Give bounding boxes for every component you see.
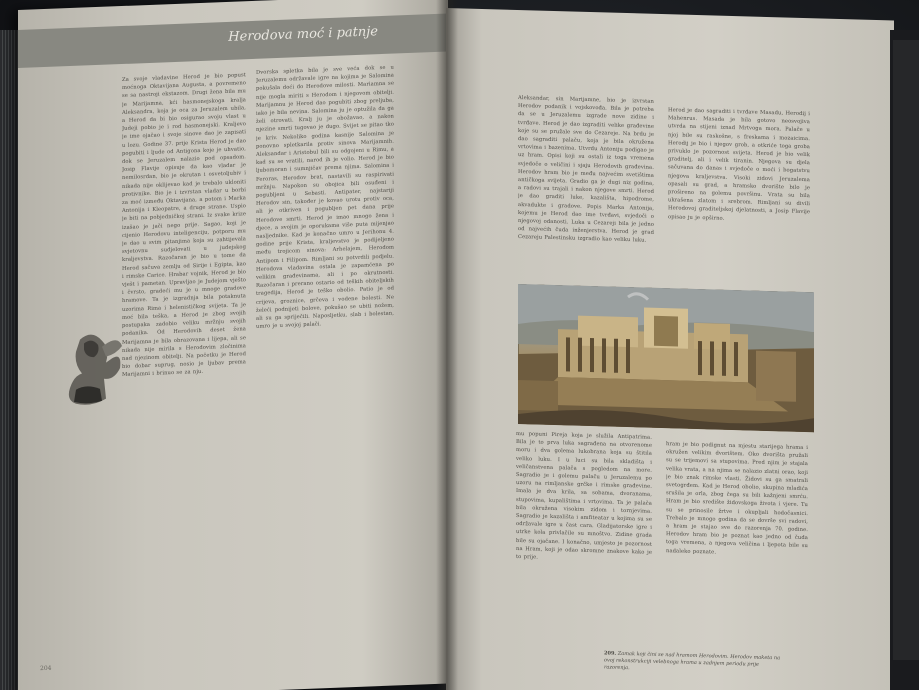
figure-caption: [604, 650, 784, 676]
page-header-title: Herodova moć i patnje: [228, 24, 378, 45]
angel-illustration: [62, 328, 124, 410]
right-column-3: mu popuni Pireja koja je služila Antipatrima. Bila je to prva luka sagrađena na otvorenome moru i dva golema lukobrana koja su štitila veliko luku. I u luci su bila skladišta i veličanstvena palača s pogledom na more. Sagradio je i golemu palaču u Jeruzalemu po uzoru na rimljanske grčke i rimske građevine. Imala je dva krila, sa sobama, dvoranama, stupovima, kupalištima i vrtovima. Ta je palača bila okružena visokim zidom i tornjevima. Sagradio je kazališta i amfiteatar u kojima su se održavale igre u čast cara. Gladijatorske igre i utrke kola privlačile su mnoštvo. Zidine grada bile su ojačane. I konačno, umjesto je pozornost na Hram, koji je odao skromne znakove kako je to prije.: [516, 430, 652, 561]
caption-text: Zamak koji čini se nad hramom Herodovim. Herodov maketa na ovoj rekonstrukciji velebnoga hrama u zadnjem periodu prije razorenja.: [604, 650, 781, 672]
left-column-1: Za svoje vladavine Herod je bio popust moćnoga Oktavijana Augusta, a povremeno se sa nastroji ekstazom. Drugi žena bila mu je Marijamna, kći hasmonejskoga kralja Aleksandra, koja je oca za Jeruzalem ubila, a Herod da bi bio osigurao svoju vlast u Judeji pobio je i rod hasmonejski. Kraljevo je ime ojačao i svoje sinove dao je zapisati u lozu. Godine 37. prije Krista Herod je dao pogubiti i ljude od Antigona koje je uhvatio, dok se Jeruzalem nalazio pod opsadom. Josip Flavije opisuje da kao vladar je nemilosrdan, bio je okrutan i osvetoljubiv i nikada nije oklijevao kad je trebalo ukloniti protivnike. Bio je i izvrstan vladar u borbi za moć između Oktavijana, a potom i Marka Antonija i Kleopatre, a druge strane. Uspio je biti na pobjedničkoj strani. Iz svake krize izašao je jači nego prije. Sagao, koji je cijenio Herodovu inteligenciju, potporu mu je dao u svim pitanjima koja su zahtijevala svjetovnu sudjelovati u judejskog kraljevstva. Razočaran je bio u tome da Herod sačuva zemlju od Sirije i Egipta, kao i rimske Carice. Hrabar vojnik, Herod je bio vješt i pametan. Upravljao je Judejom vješto i čvrsto, gradeći mu je u mnoge gradove hramove. Ta je izgradnja bila potaknuta uzorima Rima i helenističkog svijeta. Ta je moć bila teška, a Herod je zbog svojih postupaka zadobio veliku mržnju svojih podanika. Od Herodovih deset žena Marijamna je bila obrazovana i lijepa, ali se nikada nije mirila s Herodovim zločinima nad njezinom obitelji. Na početku je Herod bio dobar suprug, nosio je ljubav prema Marijamni i brinuo se za nju.: [122, 72, 246, 379]
temple-painting-art: [518, 284, 814, 432]
book-gutter: [436, 0, 458, 690]
right-column-4: hram je bio podignut na mjestu starijega hrama i okružen velikim dvorištem. Oko dvorišta pružali su se trijemovi sa stupovima. Pred njim je stajala velika vrata, a na njima se nalazio zlatni orao, koji je bio znak rimske vlasti. Židovi su ga smatrali svetogrđem. Kad je Herod obolio, skupina mladića srušila je orla, zbog čega su bili kažnjeni smrću. Hram je bio središte židovskoga života i vjere. Tu su se prinosile žrtve i okupljali hodočasnici. Trebalo je mnogo godina da se dovrše svi radovi, a hram je stajao sve do razorenja 70. godine. Herodov hram bio je poznat kao jedno od čuda toga vremena, a njegova veličina i ljepota bile su nadaleko poznate.: [666, 441, 808, 556]
right-column-1: Aleksandar, sin Marijamne, bio je izvrstan Herodov podanik i vojskovođa. Bila je potreba da se u Jeruzalemu izgrade nove zidine i tvrđave. Herod je dao izgraditi velike građevine koje su se pružale sve do Cezareje. Na brdu je dao sagraditi palaču, koja je bila okružena vrtovima i bazenima. Utvrdu Antoniju podigao je uz hram. Opisi koji su ostali iz toga vremena svjedoče o veličini i sjaju Herodovih građevina. Herodov hram bio je među najvećim svetištima antičkoga svijeta. Gradio ga je dugi niz godina, a radovi su trajali i nakon njegove smrti. Herod je dao graditi luke, kazališta, hipodrome, akvadukte i gradove. Popis Marka Antonija, kojemu je Herod dao ime tvrđavi, svjedoči o njegovoj odanosti. Luka u Cezareji bila je jedno od najvećih čuda inženjerstva. Herod je grad Cezareju Palestinsku izgradio kao veliku luku.: [518, 95, 654, 245]
adjacent-page-edge: [893, 40, 919, 660]
page-number: 204: [40, 664, 52, 673]
caption-number: 209.: [604, 650, 617, 657]
left-page: [18, 0, 448, 690]
left-column-2: Dvorska spletka bila je sve veća dok se u Jeruzalemu održavale igre na kojima je Salomina pokušala doći do Herodove milosti. Mariamna se nije mogla miriti s Herodom i njegovom obitelji. Marijamnu je Herod dao pogubiti zbog preljuba, iako je bila nevina. Salomina ju je optužila da ga želi otrovati. Kralj ju je obožavao, a nakon njezine smrti tugovao je dugo. Svijet se pitao tko je kriv. Nekoliko godina kasnije Salomina je ponovno spletkarila protiv sinova Marijamnih. Aleksandar i Aristobul bili su odgojeni u Rimu, a kad su se vratili, narod ih je volio. Herod je bio ljubomoran i sumnjičav prema njima. Salomina i Feroras, Herodov brat, nastavili su raspirivati mržnju. Napokon su obojica bili osuđeni i pogubljeni u Sebasti. Antipater, najstariji Herodov sin, također je kovao urotu protiv oca, ali je otkriven i pogubljen pet dana prije Herodove smrti. Herod je imao mnogo žena i djece, a svojim je oporukama više puta mijenjao nasljednike. Kad je konačno umro u Jerihonu 4. godine prije Krista, kraljevstvo je podijeljeno među trojicom sinova: Arhelajem, Herodom Antipom i Filipom. Rimljani su potvrdili podjelu. Herodova vladavina ostala je zapamćena po velikim građevinama, ali i po okrutnosti. Razočaran i prerano ostario od teških obiteljskih tragedija, Herod je teško obolio. Patio je od crijeva, groznice, grčeva i vodene bolesti. Ne želeći podnijeti bolove, pokušao se ubiti nožem, ali su ga spriječili. Naposljetku, slab i bolestan, umro je u svojoj palači.: [256, 64, 394, 331]
right-page: [446, 8, 894, 690]
right-column-2: Herod je dao sagraditi i tvrđave Masadu, Herodij i Mahenrus. Masada je bila gotovo neosvojiva utvrda na stijeni iznad Mrtvoga mora. Palače u njoj bile su raskošne, s freskama i mozaicima. Herodij je bio i njegov grob, a otkriće toga groba privuklo je pozornost svijeta. Herod je bio velik graditelj, ali i velik tiranin. Njegova su djela sačuvana do danas i svjedoče o moći i bogatstvu njegova kraljevstva. Visoki zidovi Jeruzalema opasali su grad, a hramsko dvorište bilo je prošireno na golemu površinu. Vrata su bila ukrašena zlatom i srebrom. Rimljani su divili Herodovoj graditeljskoj djelatnosti, a Josip Flavije opisao ju je opširno.: [668, 107, 810, 222]
temple-painting: [518, 284, 814, 432]
